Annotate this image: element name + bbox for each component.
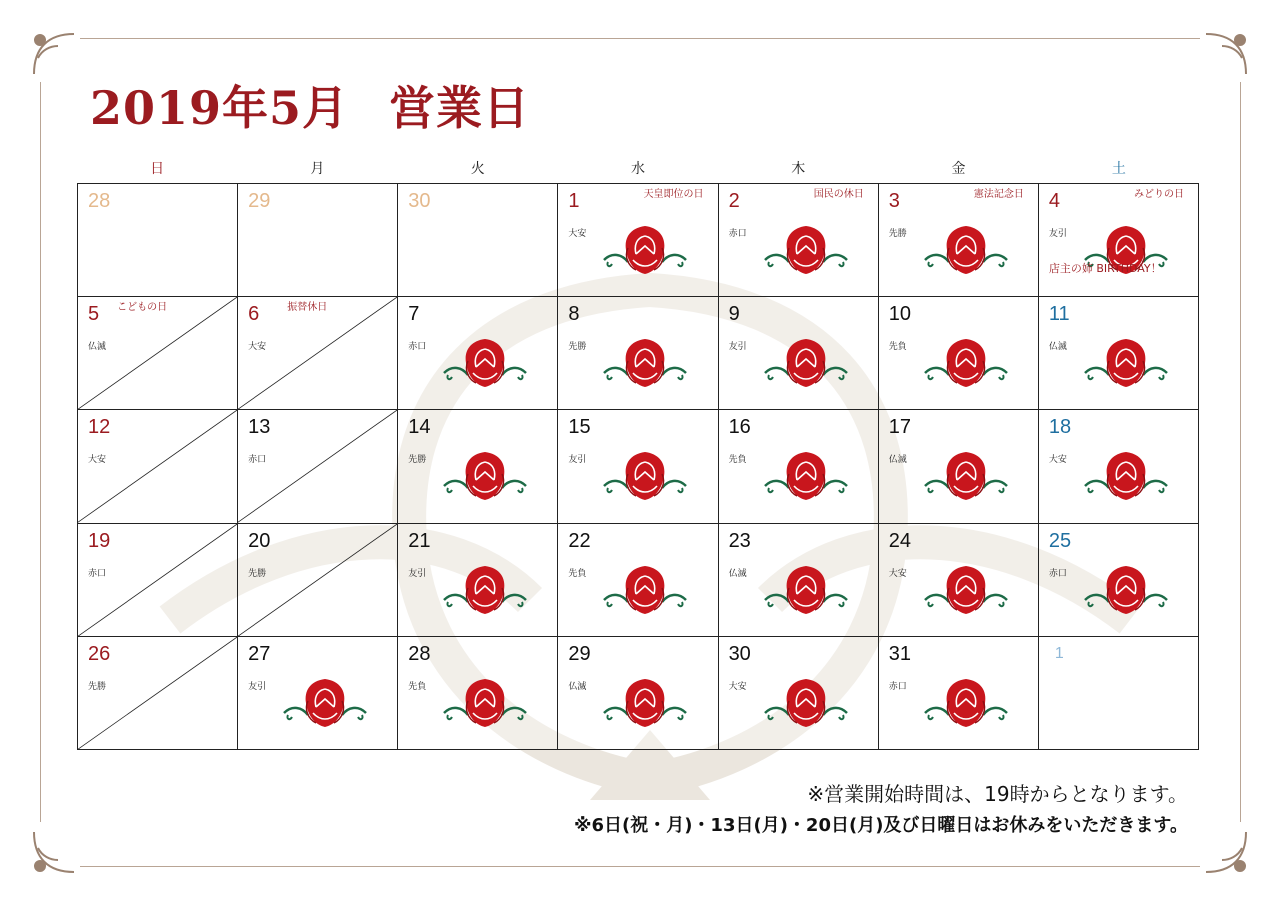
- day-cell: [558, 297, 718, 410]
- weekday-thu: 木: [791, 161, 806, 177]
- rokuyo-label: 仏滅: [728, 568, 747, 579]
- rokuyo-label: 先勝: [248, 568, 267, 579]
- rose-icon: [600, 677, 690, 737]
- holiday-name: 憲法記念日: [973, 189, 1024, 200]
- page-title: [90, 80, 530, 136]
- day-number: 28: [88, 190, 111, 212]
- day-cell: [879, 184, 1039, 297]
- weekday-tue: 火: [470, 161, 485, 177]
- day-number: 12: [88, 416, 111, 439]
- day-number: 13: [248, 416, 271, 439]
- weekday-fri: 金: [951, 161, 966, 177]
- frame-right: [1240, 82, 1241, 822]
- day-cell: [719, 410, 879, 523]
- rokuyo-label: 大安: [1048, 455, 1067, 466]
- holiday-closure-note: ※6日(祝・月)・13日(月)・20日(月)及び日曜日はお休みをいただきます。: [573, 815, 1188, 836]
- day-number: 22: [568, 529, 591, 552]
- weekday-sat: 土: [1111, 161, 1126, 177]
- opening-hours-note: ※営業開始時間は、19時からとなります。: [807, 782, 1188, 806]
- day-cell: [398, 184, 558, 297]
- rokuyo-label: 赤口: [888, 681, 907, 692]
- day-cell: [719, 297, 879, 410]
- rose-icon: [600, 564, 690, 624]
- day-cell: [1039, 184, 1199, 297]
- day-cell: [719, 184, 879, 297]
- rokuyo-label: 先負: [888, 342, 907, 353]
- frame-left: [40, 82, 41, 822]
- weekday-wed: 水: [630, 161, 645, 177]
- closed-day-slash: [238, 524, 397, 636]
- corner-ornament-icon: [28, 826, 80, 878]
- day-cell: [78, 637, 238, 750]
- day-cell: [78, 184, 238, 297]
- rokuyo-label: 友引: [408, 568, 427, 579]
- day-cell: [398, 637, 558, 750]
- rose-icon: [1081, 564, 1171, 624]
- day-cell: [238, 410, 398, 523]
- day-cell: [1039, 524, 1199, 637]
- day-cell: [238, 297, 398, 410]
- holiday-name: 天皇即位の日: [643, 189, 704, 200]
- day-cell: [1039, 297, 1199, 410]
- day-cell: [879, 524, 1039, 637]
- day-cell: [879, 637, 1039, 750]
- day-number: 30: [408, 190, 431, 212]
- rokuyo-label: 先勝: [88, 681, 107, 692]
- rose-icon: [761, 677, 851, 737]
- rokuyo-label: 赤口: [728, 229, 747, 239]
- day-number: 11: [1048, 303, 1070, 326]
- rose-icon: [921, 677, 1011, 737]
- day-number: 23: [728, 529, 751, 552]
- closed-day-slash: [238, 410, 397, 522]
- day-cell: [78, 297, 238, 410]
- rose-icon: [921, 224, 1011, 284]
- rose-icon: [280, 677, 370, 737]
- rokuyo-label: 大安: [88, 455, 107, 466]
- day-number: 31: [888, 642, 911, 665]
- day-number: 2: [728, 190, 740, 212]
- day-number: 29: [248, 190, 271, 212]
- day-cell: [719, 637, 879, 750]
- day-cell: [719, 524, 879, 637]
- rokuyo-label: 仏滅: [1048, 342, 1067, 353]
- closed-day-slash: [78, 410, 237, 522]
- day-number: 6: [248, 303, 260, 326]
- day-cell: [879, 410, 1039, 523]
- day-number: 5: [88, 303, 100, 326]
- rose-icon: [1081, 450, 1171, 510]
- day-cell: [398, 297, 558, 410]
- title-subtitle: 営業日: [389, 81, 531, 135]
- holiday-name: こどもの日: [117, 302, 168, 314]
- rokuyo-label: 仏滅: [88, 342, 107, 353]
- day-cell: [78, 524, 238, 637]
- rose-icon: [440, 564, 530, 624]
- day-cell: [238, 524, 398, 637]
- day-number: 26: [88, 642, 111, 665]
- day-number: 30: [728, 642, 751, 665]
- day-number: 27: [248, 642, 271, 665]
- rokuyo-label: 先負: [568, 568, 587, 579]
- corner-ornament-icon: [1200, 28, 1252, 80]
- rose-icon: [600, 224, 690, 284]
- rokuyo-label: 友引: [1048, 229, 1067, 239]
- rokuyo-label: 仏滅: [888, 455, 907, 466]
- rokuyo-label: 大安: [728, 681, 747, 692]
- day-number: 1: [568, 190, 580, 212]
- day-number: 9: [728, 303, 740, 326]
- rose-icon: [921, 564, 1011, 624]
- holiday-name: 国民の休日: [813, 189, 864, 200]
- day-cell: [78, 410, 238, 523]
- day-number: 28: [408, 642, 431, 665]
- rose-icon: [761, 224, 851, 284]
- rose-icon: [440, 337, 530, 397]
- day-number: 17: [888, 416, 911, 439]
- corner-ornament-icon: [1200, 826, 1252, 878]
- day-number: 20: [248, 529, 271, 552]
- day-number: 18: [1048, 416, 1072, 439]
- day-cell: [558, 410, 718, 523]
- rokuyo-label: 仏滅: [568, 681, 587, 692]
- rokuyo-label: 大安: [888, 568, 907, 579]
- day-number: 7: [408, 303, 420, 326]
- day-number: 3: [888, 190, 900, 212]
- day-cell: [558, 637, 718, 750]
- closed-day-slash: [78, 524, 237, 636]
- day-cell: [1039, 637, 1199, 750]
- closed-day-slash: [238, 297, 397, 409]
- day-number: 14: [408, 416, 431, 439]
- rokuyo-label: 大安: [568, 229, 587, 239]
- rokuyo-label: 友引: [568, 455, 587, 466]
- rokuyo-label: 先負: [408, 681, 427, 692]
- rokuyo-label: 赤口: [88, 568, 107, 579]
- rose-icon: [921, 337, 1011, 397]
- weekday-mon: 月: [310, 161, 325, 177]
- day-cell: [1039, 410, 1199, 523]
- day-number: 4: [1048, 190, 1060, 212]
- day-cell: [398, 410, 558, 523]
- rose-icon: [761, 337, 851, 397]
- day-number: 10: [888, 303, 911, 326]
- day-number: 29: [568, 642, 591, 665]
- rose-icon: [600, 450, 690, 510]
- day-number: 24: [888, 529, 911, 552]
- holiday-name: 振替休日: [287, 302, 328, 314]
- rokuyo-label: 先勝: [888, 229, 907, 239]
- day-number: 19: [88, 529, 111, 552]
- title-year-month: 2019年5月: [90, 81, 350, 135]
- rokuyo-label: 先勝: [568, 342, 587, 353]
- day-number: 8: [568, 303, 580, 326]
- rose-icon: [440, 677, 530, 737]
- rose-icon: [761, 564, 851, 624]
- rokuyo-label: 赤口: [1048, 568, 1067, 579]
- rose-icon: [440, 450, 530, 510]
- rose-icon: [921, 450, 1011, 510]
- day-number: 21: [408, 529, 431, 552]
- holiday-name: みどりの日: [1133, 189, 1184, 200]
- day-number: 25: [1048, 529, 1072, 552]
- rose-icon: [600, 337, 690, 397]
- rokuyo-label: 赤口: [248, 455, 267, 466]
- closed-day-slash: [78, 637, 237, 749]
- rokuyo-label: 友引: [728, 342, 747, 353]
- frame-top: [80, 38, 1200, 39]
- rose-icon: [761, 450, 851, 510]
- rokuyo-label: 大安: [248, 342, 267, 353]
- day-cell: [558, 184, 718, 297]
- day-cell: [879, 297, 1039, 410]
- closed-day-slash: [78, 297, 237, 409]
- day-cell: [398, 524, 558, 637]
- calendar-grid: [77, 183, 1199, 750]
- corner-ornament-icon: [28, 28, 80, 80]
- birthday-note: 店主の姉 BIRTHDAY！: [1048, 262, 1162, 275]
- day-number: 16: [728, 416, 751, 439]
- weekday-sun: 日: [150, 161, 165, 177]
- day-number: 1: [1054, 644, 1064, 662]
- rokuyo-label: 友引: [248, 681, 267, 692]
- rokuyo-label: 赤口: [408, 342, 427, 353]
- day-cell: [238, 184, 398, 297]
- frame-bottom: [80, 866, 1200, 867]
- day-cell: [238, 637, 398, 750]
- rokuyo-label: 先勝: [408, 455, 427, 466]
- weekday-header: [77, 158, 1199, 180]
- rose-icon: [1081, 337, 1171, 397]
- rokuyo-label: 先負: [728, 455, 747, 466]
- day-number: 15: [568, 416, 591, 439]
- day-cell: [558, 524, 718, 637]
